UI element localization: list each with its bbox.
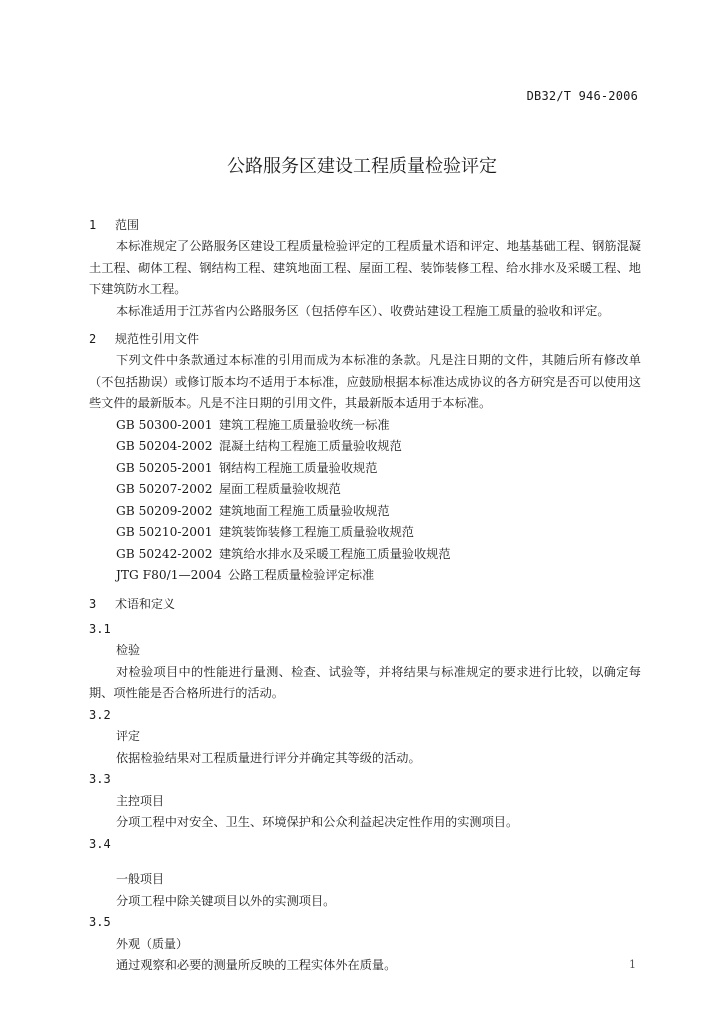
term-entry (89, 912, 641, 977)
term-definition: 分项工程中除关键项目以外的实测项目。 (116, 893, 336, 908)
reference-name: 公路工程质量检验评定标准 (228, 568, 375, 582)
term-number: 3.1 (89, 621, 111, 636)
section-heading (89, 214, 641, 236)
paragraph: 下列文件中条款通过本标准的引用而成为本标准的条款。凡是注日期的文件，其随后所有修改单（不包括勘误）或修订版本均不适用于本标准，应鼓励根据本标准达成协议的各方研究是否可以使用这些文件的最新版本。凡是不注日期的引用文件，其最新版本适用于本标准。 (89, 353, 641, 410)
standard-code: DB32/T 946-2006 (526, 89, 638, 103)
reference-code: GB 50242-2002 (116, 546, 213, 561)
reference-name: 建筑装饰装修工程施工质量验收规范 (219, 525, 414, 539)
term-number: 3.4 (89, 836, 111, 851)
list-item (89, 501, 641, 523)
term-number: 3.2 (89, 707, 111, 722)
reference-code: GB 50300-2001 (116, 417, 213, 432)
section-number: 2 (89, 332, 97, 346)
section-title: 术语和定义 (115, 596, 176, 611)
paragraph: 本标准适用于江苏省内公路服务区（包括停车区）、收费站建设工程施工质量的验收和评定。 (116, 303, 610, 318)
section-scope (89, 214, 641, 322)
term-entry (89, 705, 641, 770)
section-number: 1 (89, 218, 97, 232)
term-name: 检验 (116, 643, 141, 657)
reference-name: 建筑地面工程施工质量验收规范 (219, 503, 390, 518)
term-definition: 依据检验结果对工程质量进行评分并确定其等级的活动。 (116, 750, 421, 765)
reference-name: 建筑给水排水及采暖工程施工质量验收规范 (219, 546, 451, 561)
reference-code: GB 50209-2002 (116, 503, 213, 518)
list-item (89, 544, 641, 566)
list-item (89, 436, 641, 458)
term-name: 外观（质量） (116, 936, 189, 951)
paragraph: 本标准规定了公路服务区建设工程质量检验评定的工程质量术语和评定、地基基础工程、钢筋混凝土工程、砌体工程、钢结构工程、建筑地面工程、屋面工程、装饰装修工程、给水排水及采暖工程、地下建筑防水工程。 (89, 239, 641, 296)
reference-code: JTG F80/1—2004 (116, 568, 222, 582)
reference-name: 建筑工程施工质量验收统一标准 (219, 417, 390, 432)
term-entry (89, 619, 641, 705)
reference-code: GB 50207-2002 (116, 482, 213, 496)
reference-name: 混凝土结构工程施工质量验收规范 (219, 439, 402, 453)
term-entry (89, 834, 641, 913)
term-number: 3.3 (89, 772, 111, 786)
section-number: 3 (89, 596, 97, 611)
term-entry (89, 769, 641, 834)
reference-name: 屋面工程质量验收规范 (219, 482, 341, 496)
document-body (89, 214, 641, 977)
document-title: 公路服务区建设工程质量检验评定 (227, 156, 497, 177)
reference-name: 钢结构工程施工质量验收规范 (219, 460, 378, 475)
section-terms-definitions (89, 593, 641, 977)
term-name: 评定 (116, 729, 141, 743)
term-definition: 分项工程中对安全、卫生、环境保护和公众利益起决定性作用的实测项目。 (116, 815, 519, 829)
term-definition: 对检验项目中的性能进行量测、检查、试验等，并将结果与标准规定的要求进行比较，以确定每期、项性能是否合格所进行的活动。 (89, 664, 641, 700)
term-name: 主控项目 (116, 793, 165, 808)
reference-code: GB 50210-2001 (116, 525, 213, 539)
term-definition: 通过观察和必要的测量所反映的工程实体外在质量。 (116, 958, 397, 972)
section-title: 范围 (115, 218, 140, 232)
section-normative-references (89, 328, 641, 587)
reference-list (89, 415, 641, 587)
list-item (89, 565, 641, 587)
reference-code: GB 50205-2001 (116, 460, 213, 475)
list-item (89, 415, 641, 437)
reference-code: GB 50204-2002 (116, 439, 213, 453)
page-number: 1 (629, 958, 636, 971)
section-title: 规范性引用文件 (115, 332, 200, 346)
list-item (89, 479, 641, 501)
term-number: 3.5 (89, 915, 111, 929)
section-heading (89, 593, 641, 615)
list-item (89, 522, 641, 544)
list-item (89, 458, 641, 480)
section-heading (89, 328, 641, 350)
term-name: 一般项目 (116, 872, 165, 886)
